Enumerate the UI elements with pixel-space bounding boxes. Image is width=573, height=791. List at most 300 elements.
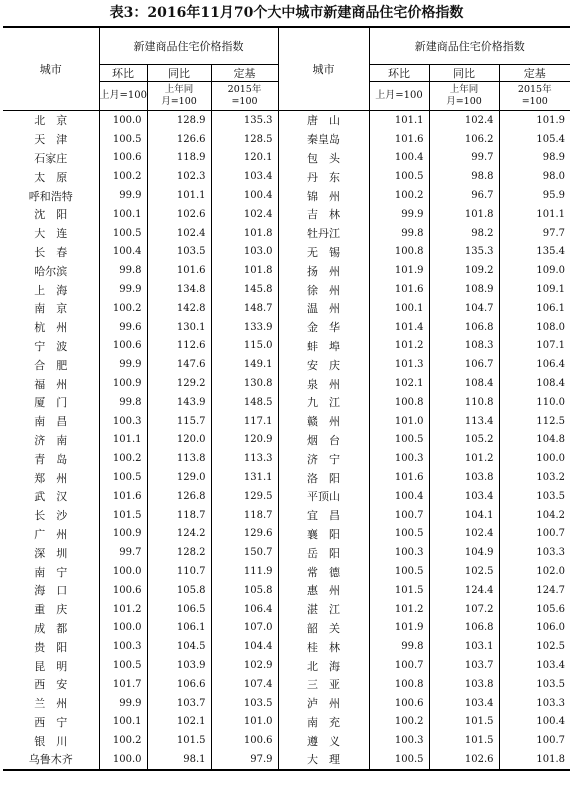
right-mom-cell: 101.6: [369, 280, 429, 299]
left-city-cell: 厦 门: [34, 396, 68, 410]
left-mom-cell: 100.2: [99, 167, 147, 186]
header-mom-right: 环比: [369, 65, 429, 82]
right-yoy-cell: 124.4: [429, 581, 499, 600]
header-mom-base-right: 上月=100: [369, 82, 429, 111]
right-base-cell: 95.9: [499, 186, 570, 205]
left-city-cell: 银 川: [34, 734, 68, 748]
right-city-cell: 平顶山: [278, 487, 369, 506]
right-base-cell: 104.2: [499, 506, 570, 525]
table-row: [3, 694, 570, 713]
header-base-left: 定基: [211, 65, 278, 82]
right-city-cell: 扬 州: [278, 261, 369, 280]
right-mom-cell: 100.2: [369, 713, 429, 732]
right-base-cell: 108.0: [499, 318, 570, 337]
right-city-cell: 桂 林: [278, 637, 369, 656]
right-base-cell: 100.0: [499, 449, 570, 468]
right-base-cell: 102.5: [499, 637, 570, 656]
left-mom-cell: 100.0: [99, 750, 147, 770]
right-city-cell: 金 华: [278, 318, 369, 337]
right-yoy-cell: 103.8: [429, 675, 499, 694]
table-body: [3, 111, 570, 770]
left-city-cell: 南 京: [34, 302, 68, 316]
left-mom-cell: 101.5: [99, 506, 147, 525]
left-base-cell: 101.0: [211, 713, 278, 732]
table-row: [3, 637, 570, 656]
left-base-cell: 106.4: [211, 600, 278, 619]
right-base-cell: 103.3: [499, 543, 570, 562]
left-yoy-cell: 147.6: [147, 355, 211, 374]
left-city-cell: 昆 明: [34, 659, 68, 673]
table-row: [3, 449, 570, 468]
right-yoy-cell: 103.4: [429, 487, 499, 506]
left-base-cell: 105.8: [211, 581, 278, 600]
right-mom-cell: 100.3: [369, 731, 429, 750]
right-base-cell: 98.9: [499, 149, 570, 168]
left-yoy-cell: 103.5: [147, 243, 211, 262]
right-base-cell: 103.2: [499, 468, 570, 487]
right-yoy-cell: 101.2: [429, 449, 499, 468]
left-base-cell: 148.5: [211, 393, 278, 412]
left-mom-cell: 100.1: [99, 713, 147, 732]
right-city-cell: 安 庆: [278, 355, 369, 374]
header-city-right: 城市: [278, 27, 369, 111]
left-mom-cell: 101.6: [99, 487, 147, 506]
header-mom-left: 环比: [99, 65, 147, 82]
table-row: [3, 130, 570, 149]
table-row: [3, 205, 570, 224]
right-mom-cell: 100.5: [369, 562, 429, 581]
left-city-cell: 武 汉: [34, 490, 68, 504]
right-base-cell: 100.7: [499, 525, 570, 544]
left-city-cell: 宁 波: [34, 339, 68, 353]
table-row: [3, 261, 570, 280]
right-city-cell: 湛 江: [278, 600, 369, 619]
left-yoy-cell: 128.2: [147, 543, 211, 562]
left-yoy-cell: 134.8: [147, 280, 211, 299]
left-yoy-cell: 98.1: [147, 750, 211, 770]
right-yoy-cell: 98.8: [429, 167, 499, 186]
left-yoy-cell: 104.5: [147, 637, 211, 656]
left-mom-cell: 100.6: [99, 581, 147, 600]
right-city-cell: 三 亚: [278, 675, 369, 694]
table-row: [3, 581, 570, 600]
right-yoy-cell: 109.2: [429, 261, 499, 280]
left-base-cell: 103.5: [211, 694, 278, 713]
right-city-cell: 北 海: [278, 656, 369, 675]
table-row: [3, 656, 570, 675]
left-city-cell: 兰 州: [34, 697, 68, 711]
right-base-cell: 103.5: [499, 675, 570, 694]
left-city-cell: 广 州: [34, 527, 68, 541]
left-city-cell: 西 宁: [34, 715, 68, 729]
left-base-cell: 117.1: [211, 412, 278, 431]
left-base-cell: 111.9: [211, 562, 278, 581]
left-mom-cell: 100.6: [99, 337, 147, 356]
right-base-cell: 106.0: [499, 619, 570, 638]
right-city-cell: 无 锡: [278, 243, 369, 262]
table-row: [3, 149, 570, 168]
left-city-cell: 沈 阳: [34, 208, 68, 222]
right-yoy-cell: 113.4: [429, 412, 499, 431]
table-row: [3, 280, 570, 299]
left-base-cell: 100.6: [211, 731, 278, 750]
left-base-cell: 149.1: [211, 355, 278, 374]
right-mom-cell: 101.6: [369, 130, 429, 149]
left-yoy-cell: 126.6: [147, 130, 211, 149]
left-yoy-cell: 101.1: [147, 186, 211, 205]
right-base-cell: 103.4: [499, 656, 570, 675]
header-group-left: 新建商品住宅价格指数: [99, 27, 278, 65]
table-row: [3, 299, 570, 318]
left-city-cell: 青 岛: [34, 452, 68, 466]
left-mom-cell: 101.7: [99, 675, 147, 694]
header-base-right: 定基: [499, 65, 570, 82]
left-base-cell: 101.8: [211, 261, 278, 280]
right-mom-cell: 101.0: [369, 412, 429, 431]
left-mom-cell: 100.9: [99, 374, 147, 393]
left-mom-cell: 100.5: [99, 224, 147, 243]
right-base-cell: 97.7: [499, 224, 570, 243]
left-yoy-cell: 106.1: [147, 619, 211, 638]
right-yoy-cell: 108.3: [429, 337, 499, 356]
table-row: [3, 750, 570, 770]
left-mom-cell: 99.9: [99, 186, 147, 205]
left-base-cell: 128.5: [211, 130, 278, 149]
left-base-cell: 120.1: [211, 149, 278, 168]
right-yoy-cell: 102.6: [429, 750, 499, 770]
right-base-cell: 106.4: [499, 355, 570, 374]
left-base-cell: 133.9: [211, 318, 278, 337]
left-base-cell: 107.4: [211, 675, 278, 694]
table-row: [3, 393, 570, 412]
right-base-cell: 104.8: [499, 431, 570, 450]
right-yoy-cell: 101.5: [429, 713, 499, 732]
header-yoy-right: 同比: [429, 65, 499, 82]
left-yoy-cell: 126.8: [147, 487, 211, 506]
table-row: [3, 186, 570, 205]
right-base-cell: 101.1: [499, 205, 570, 224]
left-city-cell: 成 都: [34, 621, 68, 635]
left-base-cell: 129.5: [211, 487, 278, 506]
right-yoy-cell: 105.2: [429, 431, 499, 450]
table-row: [3, 412, 570, 431]
header-fixed-base-left: 2015年 =100: [211, 82, 278, 111]
left-mom-cell: 100.6: [99, 149, 147, 168]
left-city-cell: 乌鲁木齐: [28, 753, 73, 767]
right-yoy-cell: 103.8: [429, 468, 499, 487]
right-mom-cell: 100.8: [369, 393, 429, 412]
left-mom-cell: 100.0: [99, 619, 147, 638]
right-yoy-cell: 110.8: [429, 393, 499, 412]
left-city-cell: 杭 州: [34, 321, 68, 335]
left-base-cell: 120.9: [211, 431, 278, 450]
right-city-cell: 九 江: [278, 393, 369, 412]
table-row: [3, 337, 570, 356]
left-mom-cell: 99.9: [99, 694, 147, 713]
right-base-cell: 98.0: [499, 167, 570, 186]
right-yoy-cell: 104.9: [429, 543, 499, 562]
header-mom-base-left: 上月=100: [99, 82, 147, 111]
left-city-cell: 郑 州: [34, 471, 68, 485]
left-mom-cell: 100.3: [99, 637, 147, 656]
right-base-cell: 109.1: [499, 280, 570, 299]
right-city-cell: 大 理: [278, 750, 369, 770]
right-city-cell: 牡丹江: [278, 224, 369, 243]
right-mom-cell: 100.5: [369, 431, 429, 450]
right-yoy-cell: 106.8: [429, 318, 499, 337]
table-row: [3, 600, 570, 619]
right-city-cell: 丹 东: [278, 167, 369, 186]
right-city-cell: 秦皇岛: [278, 130, 369, 149]
left-mom-cell: 100.2: [99, 449, 147, 468]
right-base-cell: 108.4: [499, 374, 570, 393]
left-mom-cell: 99.8: [99, 393, 147, 412]
left-yoy-cell: 102.6: [147, 205, 211, 224]
right-mom-cell: 100.3: [369, 543, 429, 562]
right-city-cell: 蚌 埠: [278, 337, 369, 356]
left-base-cell: 102.9: [211, 656, 278, 675]
right-yoy-cell: 101.5: [429, 731, 499, 750]
left-yoy-cell: 102.3: [147, 167, 211, 186]
header-yoy-base-left: 上年同 月=100: [147, 82, 211, 111]
right-city-cell: 温 州: [278, 299, 369, 318]
left-base-cell: 102.4: [211, 205, 278, 224]
table-row: [3, 224, 570, 243]
left-yoy-cell: 118.7: [147, 506, 211, 525]
table-header: [3, 27, 570, 111]
right-mom-cell: 102.1: [369, 374, 429, 393]
left-base-cell: 97.9: [211, 750, 278, 770]
right-yoy-cell: 99.7: [429, 149, 499, 168]
right-yoy-cell: 103.1: [429, 637, 499, 656]
right-mom-cell: 101.6: [369, 468, 429, 487]
left-base-cell: 113.3: [211, 449, 278, 468]
right-yoy-cell: 96.7: [429, 186, 499, 205]
header-city-left: 城市: [3, 27, 99, 111]
left-city-cell: 天 津: [34, 133, 68, 147]
right-base-cell: 105.6: [499, 600, 570, 619]
right-mom-cell: 100.4: [369, 487, 429, 506]
left-base-cell: 131.1: [211, 468, 278, 487]
table-row: [3, 374, 570, 393]
right-mom-cell: 100.8: [369, 675, 429, 694]
table-row: [3, 675, 570, 694]
table-row: [3, 506, 570, 525]
left-city-cell: 上 海: [34, 283, 68, 297]
left-yoy-cell: 103.7: [147, 694, 211, 713]
right-mom-cell: 100.3: [369, 449, 429, 468]
right-yoy-cell: 107.2: [429, 600, 499, 619]
left-yoy-cell: 101.6: [147, 261, 211, 280]
left-yoy-cell: 124.2: [147, 525, 211, 544]
right-base-cell: 103.5: [499, 487, 570, 506]
right-city-cell: 韶 关: [278, 619, 369, 638]
table-row: [3, 431, 570, 450]
right-yoy-cell: 104.7: [429, 299, 499, 318]
left-yoy-cell: 129.2: [147, 374, 211, 393]
right-base-cell: 100.7: [499, 731, 570, 750]
right-base-cell: 112.5: [499, 412, 570, 431]
left-yoy-cell: 106.6: [147, 675, 211, 694]
right-mom-cell: 101.1: [369, 111, 429, 130]
right-mom-cell: 101.4: [369, 318, 429, 337]
right-city-cell: 泉 州: [278, 374, 369, 393]
right-yoy-cell: 103.7: [429, 656, 499, 675]
right-mom-cell: 100.5: [369, 525, 429, 544]
right-base-cell: 124.7: [499, 581, 570, 600]
table-title: 表3：2016年11月70个大中城市新建商品住宅价格指数: [109, 5, 464, 21]
right-yoy-cell: 106.8: [429, 619, 499, 638]
left-mom-cell: 101.2: [99, 600, 147, 619]
right-yoy-cell: 106.2: [429, 130, 499, 149]
right-mom-cell: 101.9: [369, 619, 429, 638]
right-mom-cell: 100.5: [369, 750, 429, 770]
left-yoy-cell: 142.8: [147, 299, 211, 318]
left-yoy-cell: 118.9: [147, 149, 211, 168]
left-yoy-cell: 103.9: [147, 656, 211, 675]
right-base-cell: 106.1: [499, 299, 570, 318]
left-mom-cell: 100.2: [99, 299, 147, 318]
right-city-cell: 赣 州: [278, 412, 369, 431]
left-city-cell: 大 连: [34, 227, 68, 241]
right-yoy-cell: 98.2: [429, 224, 499, 243]
left-city-cell: 福 州: [34, 377, 68, 391]
left-mom-cell: 100.5: [99, 468, 147, 487]
table-row: [3, 619, 570, 638]
left-yoy-cell: 129.0: [147, 468, 211, 487]
table-row: [3, 468, 570, 487]
left-mom-cell: 99.8: [99, 261, 147, 280]
left-mom-cell: 100.1: [99, 205, 147, 224]
left-mom-cell: 100.3: [99, 412, 147, 431]
right-base-cell: 100.4: [499, 713, 570, 732]
left-base-cell: 118.7: [211, 506, 278, 525]
left-base-cell: 115.0: [211, 337, 278, 356]
table-row: [3, 562, 570, 581]
right-mom-cell: 99.9: [369, 205, 429, 224]
right-city-cell: 徐 州: [278, 280, 369, 299]
table-row: [3, 355, 570, 374]
right-yoy-cell: 101.8: [429, 205, 499, 224]
right-city-cell: 惠 州: [278, 581, 369, 600]
left-city-cell: 长 沙: [34, 509, 68, 523]
right-city-cell: 唐 山: [278, 111, 369, 130]
right-yoy-cell: 102.4: [429, 111, 499, 130]
right-mom-cell: 101.3: [369, 355, 429, 374]
left-base-cell: 135.3: [211, 111, 278, 130]
right-base-cell: 105.4: [499, 130, 570, 149]
right-mom-cell: 100.7: [369, 656, 429, 675]
left-yoy-cell: 105.8: [147, 581, 211, 600]
right-city-cell: 洛 阳: [278, 468, 369, 487]
left-mom-cell: 100.5: [99, 130, 147, 149]
right-city-cell: 锦 州: [278, 186, 369, 205]
left-city-cell: 深 圳: [34, 546, 68, 560]
left-mom-cell: 100.5: [99, 656, 147, 675]
left-mom-cell: 100.0: [99, 562, 147, 581]
right-mom-cell: 100.8: [369, 243, 429, 262]
left-yoy-cell: 120.0: [147, 431, 211, 450]
table-row: [3, 713, 570, 732]
right-city-cell: 南 充: [278, 713, 369, 732]
left-city-cell: 哈尔滨: [34, 264, 68, 278]
right-mom-cell: 100.2: [369, 186, 429, 205]
right-base-cell: 101.9: [499, 111, 570, 130]
left-city-cell: 石家庄: [34, 151, 68, 165]
left-mom-cell: 99.9: [99, 280, 147, 299]
left-base-cell: 104.4: [211, 637, 278, 656]
left-city-cell: 济 南: [34, 433, 68, 447]
left-base-cell: 103.4: [211, 167, 278, 186]
left-mom-cell: 100.2: [99, 731, 147, 750]
left-yoy-cell: 106.5: [147, 600, 211, 619]
right-city-cell: 岳 阳: [278, 543, 369, 562]
right-yoy-cell: 104.1: [429, 506, 499, 525]
table-row: [3, 318, 570, 337]
left-yoy-cell: 101.5: [147, 731, 211, 750]
right-city-cell: 吉 林: [278, 205, 369, 224]
right-city-cell: 襄 阳: [278, 525, 369, 544]
right-city-cell: 遵 义: [278, 731, 369, 750]
right-mom-cell: 101.2: [369, 337, 429, 356]
table-row: [3, 243, 570, 262]
right-city-cell: 宜 昌: [278, 506, 369, 525]
table-row: [3, 487, 570, 506]
left-city-cell: 北 京: [34, 114, 68, 128]
left-city-cell: 合 肥: [34, 358, 68, 372]
right-base-cell: 135.4: [499, 243, 570, 262]
table-row: [3, 167, 570, 186]
right-yoy-cell: 103.4: [429, 694, 499, 713]
right-yoy-cell: 108.4: [429, 374, 499, 393]
left-base-cell: 150.7: [211, 543, 278, 562]
left-yoy-cell: 112.6: [147, 337, 211, 356]
right-city-cell: 泸 州: [278, 694, 369, 713]
left-city-cell: 西 安: [34, 678, 68, 692]
right-yoy-cell: 102.4: [429, 525, 499, 544]
right-mom-cell: 100.1: [369, 299, 429, 318]
left-base-cell: 145.8: [211, 280, 278, 299]
header-yoy-left: 同比: [147, 65, 211, 82]
right-mom-cell: 100.7: [369, 506, 429, 525]
left-yoy-cell: 102.4: [147, 224, 211, 243]
right-base-cell: 109.0: [499, 261, 570, 280]
right-mom-cell: 99.8: [369, 637, 429, 656]
right-city-cell: 包 头: [278, 149, 369, 168]
right-mom-cell: 99.8: [369, 224, 429, 243]
table-row: [3, 111, 570, 130]
left-yoy-cell: 113.8: [147, 449, 211, 468]
right-base-cell: 101.8: [499, 750, 570, 770]
right-base-cell: 110.0: [499, 393, 570, 412]
left-mom-cell: 101.1: [99, 431, 147, 450]
table-row: [3, 543, 570, 562]
left-city-cell: 南 宁: [34, 565, 68, 579]
right-mom-cell: 101.2: [369, 600, 429, 619]
right-yoy-cell: 108.9: [429, 280, 499, 299]
left-mom-cell: 100.4: [99, 243, 147, 262]
header-fixed-base-right: 2015年 =100: [499, 82, 570, 111]
left-base-cell: 148.7: [211, 299, 278, 318]
price-index-table: [3, 26, 570, 771]
right-city-cell: 常 德: [278, 562, 369, 581]
left-city-cell: 太 原: [34, 170, 68, 184]
right-mom-cell: 100.6: [369, 694, 429, 713]
right-mom-cell: 101.9: [369, 261, 429, 280]
left-base-cell: 130.8: [211, 374, 278, 393]
left-base-cell: 129.6: [211, 525, 278, 544]
left-yoy-cell: 110.7: [147, 562, 211, 581]
